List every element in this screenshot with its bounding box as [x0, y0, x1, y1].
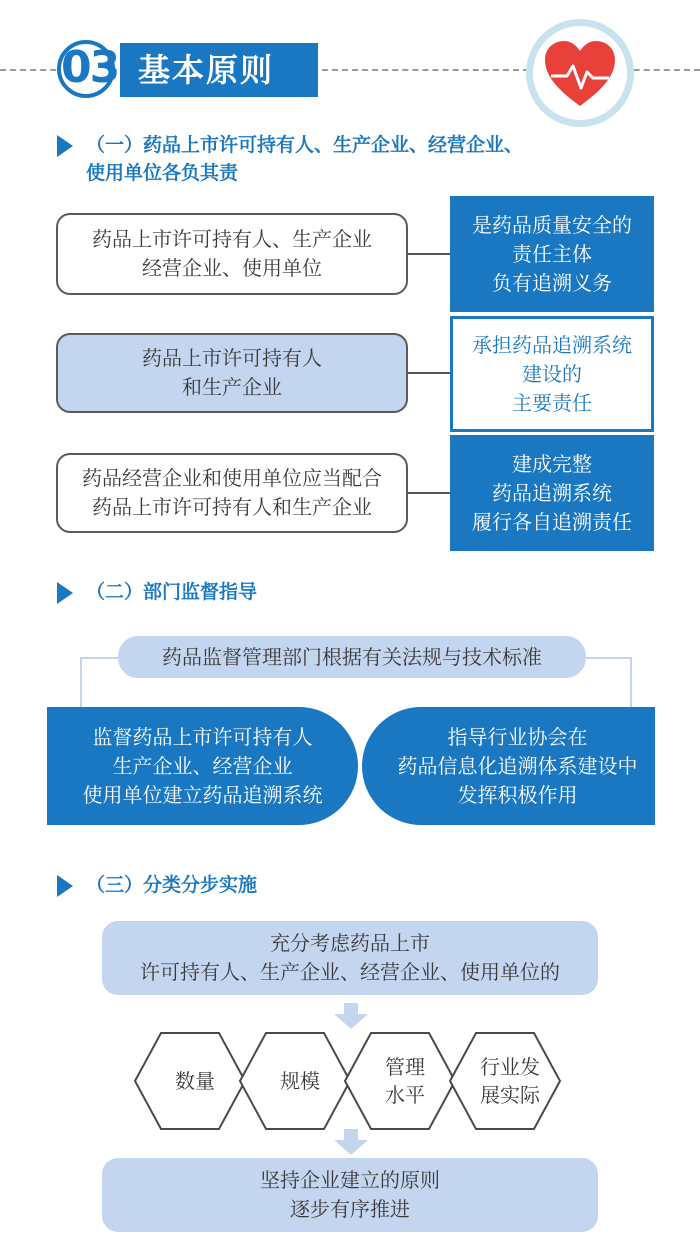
section2-top-pill: 药品监督管理部门根据有关法规与技术标准: [118, 636, 586, 678]
row3-left-line1: 药品经营企业和使用单位应当配合: [82, 466, 382, 490]
row2-right-line1: 承担药品追溯系统: [472, 332, 632, 357]
hex4-line2: 展实际: [480, 1083, 540, 1107]
hex2-line1: 规模: [280, 1069, 320, 1093]
section2-right-line1: 指导行业协会在: [447, 724, 588, 749]
row2-left-line2: 和生产企业: [182, 375, 282, 399]
row1-connector: [408, 253, 450, 255]
hex4-line1: 行业发: [480, 1055, 540, 1079]
section2-right-line3: 发挥积极作用: [457, 782, 578, 807]
row2-right-line3: 主要责任: [512, 390, 592, 415]
row3-connector: [408, 492, 450, 494]
section2-left-box: [47, 707, 358, 825]
section3-bottom-line1: 坚持企业建立的原则: [260, 1168, 440, 1192]
row2-connector: [408, 372, 450, 374]
row1-left-box: [56, 213, 408, 295]
hex1-label: [145, 1040, 245, 1122]
page-title: 基本原则: [120, 43, 318, 97]
section1-heading-line2: 使用单位各负其责: [86, 162, 239, 184]
row3-left-box: [56, 453, 408, 533]
row2-left-box: [56, 333, 408, 413]
section3-bottom-line2: 逐步有序推进: [290, 1197, 410, 1221]
row1-left-line1: 药品上市许可持有人、生产企业: [92, 227, 372, 251]
section2-left-line2: 生产企业、经营企业: [112, 753, 293, 778]
heart-pulse-icon: [525, 18, 635, 128]
section1-heading-line1: （一）药品上市许可持有人、生产企业、经营企业、: [86, 134, 524, 156]
hex4-label: [460, 1040, 560, 1122]
hex2-label: [250, 1040, 350, 1122]
section2-right-line2: 药品信息化追溯体系建设中: [397, 753, 638, 778]
row1-right-line3: 负有追溯义务: [492, 270, 612, 295]
row3-right-box: [450, 435, 654, 551]
hex3-line2: 水平: [385, 1083, 425, 1107]
row2-right-box: [450, 316, 654, 432]
section1-heading: [86, 131, 686, 187]
section3-heading: （三）分类分步实施: [86, 874, 258, 896]
section3-arrow-icon: [57, 875, 73, 897]
row3-right-line3: 履行各自追溯责任: [472, 509, 632, 534]
row1-right-box: [450, 196, 654, 312]
section2-heading: （二）部门监督指导: [86, 581, 258, 603]
section3-top-line2: 许可持有人、生产企业、经营企业、使用单位的: [140, 960, 560, 984]
row3-left-line2: 药品上市许可持有人和生产企业: [92, 495, 372, 519]
hex3-line1: 管理: [385, 1055, 425, 1079]
section-number-text: 03: [61, 42, 119, 93]
row2-left-line1: 药品上市许可持有人: [142, 346, 322, 370]
section1-arrow-icon: [57, 135, 73, 157]
row1-left-line2: 经营企业、使用单位: [142, 256, 322, 280]
down-arrow-icon: [334, 1003, 368, 1029]
section3-top-line1: 充分考虑药品上市: [270, 931, 430, 955]
section2-right-box: [362, 707, 655, 825]
section2-left-line1: 监督药品上市许可持有人: [92, 724, 313, 749]
row3-right-line2: 药品追溯系统: [492, 480, 612, 505]
section3-bottom-box: [102, 1158, 598, 1232]
row3-right-line1: 建成完整: [512, 451, 592, 476]
row1-right-line1: 是药品质量安全的: [472, 212, 632, 237]
section2-left-line3: 使用单位建立药品追溯系统: [82, 782, 323, 807]
down-arrow-icon: [334, 1129, 368, 1155]
section-number: [57, 40, 119, 98]
section3-top-box: [102, 921, 598, 995]
row1-right-line2: 责任主体: [512, 241, 592, 266]
hex1-line1: 数量: [175, 1069, 215, 1093]
hex3-label: [355, 1040, 455, 1122]
row2-right-line2: 建设的: [522, 361, 582, 386]
section2-arrow-icon: [57, 582, 73, 604]
